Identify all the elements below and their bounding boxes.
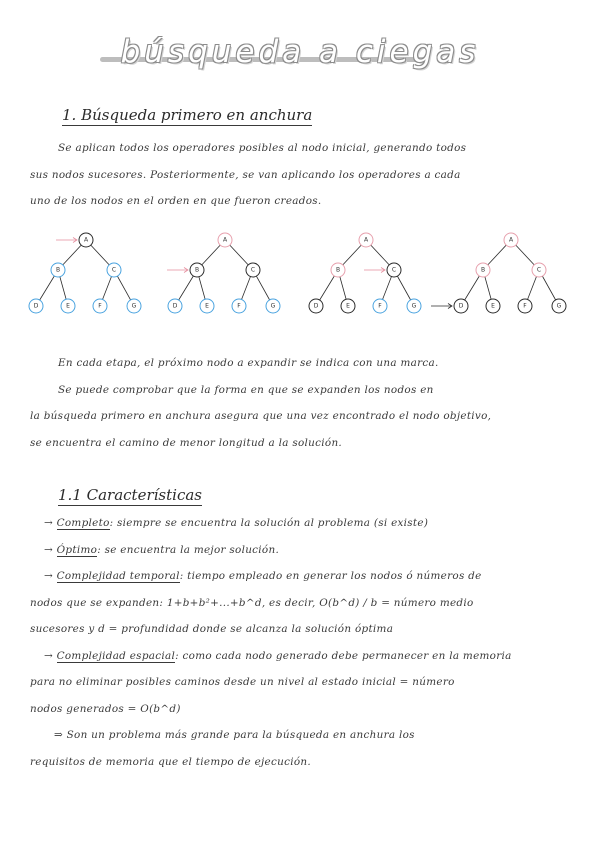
tree-node-g (127, 299, 141, 313)
intro-line: Se aplican todos los operadores posibles al nodo inicial, generando todos (58, 142, 467, 154)
tree-node-f (518, 299, 532, 313)
tree-node-e (61, 299, 75, 313)
item-line: nodos que se expanden: 1+b+b²+...+b^d, es decir, O(b^d) / b = número medio (30, 596, 474, 609)
item-line: sucesores y d = profundidad donde se alcanza la solución óptima (30, 623, 394, 635)
conclusion-line: requisitos de memoria que el tiempo de ejecución. (30, 755, 312, 768)
tree-node-a (218, 233, 232, 247)
node-label: F (237, 302, 241, 310)
page-title: búsqueda a ciegas (120, 34, 480, 70)
after-line: Se puede comprobar que la forma en que se expanden los nodos en (58, 383, 434, 396)
item-optimo: → Óptimo: se encuentra la mejor solución. (44, 543, 280, 556)
tree-node-d (29, 299, 43, 313)
node-label: A (508, 236, 514, 244)
tree-node-c (107, 263, 121, 277)
section-1-after (30, 350, 491, 456)
bfs-tree-1 (29, 233, 141, 313)
node-label: C (391, 266, 397, 274)
tree-node-e (486, 299, 500, 313)
node-label: D (313, 302, 319, 310)
tree-node-d (168, 299, 182, 313)
item-complejidad-espacial: → Complejidad espacial: como cada nodo generado debe permanecer en la memoria (44, 649, 512, 662)
node-label: G (131, 302, 137, 310)
tree-node-d (309, 299, 323, 313)
tree-node-b (331, 263, 345, 277)
node-label: D (172, 302, 178, 310)
tree-node-e (200, 299, 214, 313)
node-label: F (523, 302, 527, 310)
tree-node-a (79, 233, 93, 247)
node-label: B (480, 266, 486, 274)
node-label: C (250, 266, 256, 274)
tree-node-b (51, 263, 65, 277)
node-label: F (98, 302, 102, 310)
node-label: C (536, 266, 542, 274)
node-label: G (556, 302, 562, 310)
bfs-tree-3 (309, 233, 421, 313)
node-label: D (458, 302, 464, 310)
node-label: E (491, 302, 495, 310)
conclusion-line: ⇒ Son un problema más grande para la búsqueda en anchura los (54, 729, 415, 741)
intro-line: sus nodos sucesores. Posteriormente, se van aplicando los operadores a cada (30, 168, 461, 181)
section-1-1-heading: 1.1 Características (58, 486, 202, 504)
node-label: A (83, 236, 89, 244)
tree-node-c (532, 263, 546, 277)
node-label: B (194, 266, 200, 274)
tree-node-f (232, 299, 246, 313)
node-label: G (411, 302, 417, 310)
node-label: A (222, 236, 228, 244)
tree-node-e (341, 299, 355, 313)
tree-node-c (387, 263, 401, 277)
item-line: para no eliminar posibles caminos desde un nivel al estado inicial = número (30, 676, 455, 688)
node-label: F (378, 302, 382, 310)
tree-node-b (190, 263, 204, 277)
node-label: E (66, 302, 70, 310)
intro-line: uno de los nodos en el orden en que fueron creados. (30, 195, 322, 207)
after-line: la búsqueda primero en anchura asegura que una vez encontrado el nodo objetivo, (30, 410, 492, 422)
section-1-heading: 1. Búsqueda primero en anchura (62, 106, 313, 124)
tree-node-c (246, 263, 260, 277)
tree-node-g (407, 299, 421, 313)
node-label: G (270, 302, 276, 310)
node-label: D (33, 302, 39, 310)
tree-node-f (93, 299, 107, 313)
tree-node-g (266, 299, 280, 313)
item-complejidad-temporal: → Complejidad temporal: tiempo empleado en generar los nodos ó números de (44, 570, 482, 582)
node-label: E (205, 302, 209, 310)
after-line: En cada etapa, el próximo nodo a expandir se indica con una marca. (58, 357, 439, 369)
tree-node-f (373, 299, 387, 313)
tree-node-g (552, 299, 566, 313)
node-label: B (55, 266, 61, 274)
node-label: A (363, 236, 369, 244)
tree-node-a (504, 233, 518, 247)
tree-node-b (476, 263, 490, 277)
node-label: E (346, 302, 350, 310)
tree-node-d (454, 299, 468, 313)
item-line: nodos generados = O(b^d) (30, 702, 181, 715)
item-completo: → Completo: siempre se encuentra la solución al problema (si existe) (44, 517, 429, 529)
after-line: se encuentra el camino de menor longitud a la solución. (30, 436, 343, 449)
node-label: C (111, 266, 117, 274)
bfs-tree-4 (431, 233, 566, 313)
characteristics-list (30, 510, 512, 775)
node-label: B (335, 266, 341, 274)
bfs-tree-2 (167, 233, 280, 313)
bfs-trees-diagram (0, 222, 600, 322)
tree-node-a (359, 233, 373, 247)
section-1-intro (30, 135, 466, 215)
